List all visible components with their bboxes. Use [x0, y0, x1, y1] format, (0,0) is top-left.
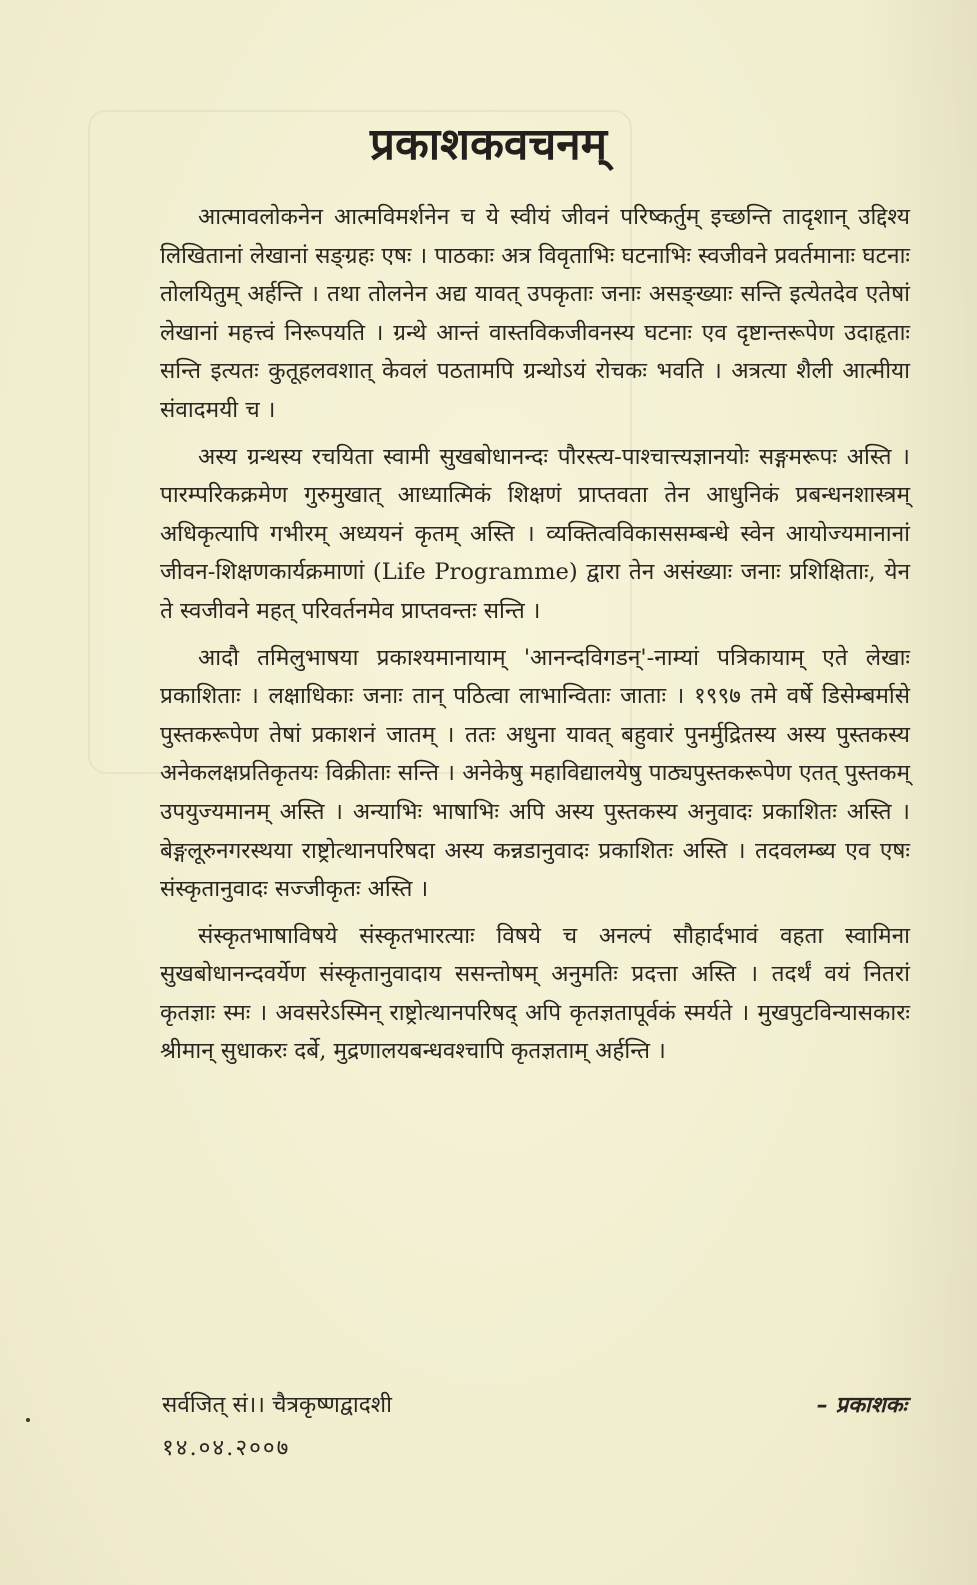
paragraph-3: आदौ तमिलुभाषया प्रकाश्यमानायाम् 'आनन्दविगडन्'-नाम्यां पत्रिकायाम् एते लेखाः प्रकाशिताः । लक्षाधिकाः जनाः तान् पठित्वा लाभान्विताः जाताः । १९९७ तमे वर्षे डिसेम्बर्मासे पुस्तकरूपेण तेषां प्रकाशनं जातम् । ततः अधुना यावत् बहुवारं पुनर्मुद्रितस्य अस्य पुस्तकस्य अनेकलक्षप्रतिकृतयः विक्रीताः सन्ति । अनेकेषु महाविद्यालयेषु पाठ्यपुस्तकरूपेण एतत् पुस्तकम् उपयुज्यमानम् अस्ति । अन्याभिः भाषाभिः अपि अस्य पुस्तकस्य अनुवादः प्रकाशितः अस्ति । बेङ्गलूरुनगरस्थया राष्ट्रोत्थानपरिषदा अस्य कन्नडानुवादः प्रकाशितः अस्ति । तदवलम्ब्य एव एषः संस्कृतानुवादः सज्जीकृतः अस्ति ।: [160, 644, 910, 903]
paragraph-4: संस्कृतभाषाविषये संस्कृतभारत्याः विषये च अनल्पं सौहार्दभावं वहता स्वामिना सुखबोधानन्दवर्येण संस्कृतानुवादाय ससन्तोषम् अनुमतिः प्रदत्ता अस्ति । तदर्थं वयं नितरां कृतज्ञाः स्मः । अवसरेऽस्मिन् राष्ट्रोत्थानपरिषद् अपि कृतज्ञतापूर्वकं स्मर्यते । मुखपुटविन्यासकारः श्रीमान् सुधाकरः दर्बे, मुद्रणालयबन्धवश्चापि कृतज्ञताम् अर्हन्ति ।: [160, 922, 910, 1065]
paragraph-2: अस्य ग्रन्थस्य रचयिता स्वामी सुखबोधानन्दः पौरस्त्य-पाश्चात्त्यज्ञानयोः सङ्गमरूपः अस्ति । पारम्परिकक्रमेण गुरुमुखात् आध्यात्मिकं शिक्षणं प्राप्तवता तेन आधुनिकं प्रबन्धनशास्त्रम् अधिकृत्यापि गभीरम् अध्ययनं कृतम् अस्ति । व्यक्तित्वविकाससम्बन्धे स्वेन आयोज्यमानानां जीवन-शिक्षणकार्यक्रमाणां (Life Programme) द्वारा तेन असंख्याः जनाः प्रशिक्षिताः, येन ते स्वजीवने महत् परिवर्तनमेव प्राप्तवन्तः सन्ति ।: [160, 443, 910, 624]
publication-date: १४.०४.२००७: [162, 1435, 291, 1461]
footer-row: [162, 1385, 907, 1426]
body-text: [160, 198, 910, 1071]
place-date: सर्वजित् सं।। चैत्रकृष्णद्वादशी: [162, 1392, 392, 1418]
paragraph-1: आत्मावलोकनेन आत्मविमर्शनेन च ये स्वीयं जीवनं परिष्कर्तुम् इच्छन्ति तादृशान् उद्दिश्य लिखितानां लेखानां सङ्ग्रहः एषः । पाठकाः अत्र विवृताभिः घटनाभिः स्वजीवने प्रवर्तमानाः घटनाः तोलयितुम् अर्हन्ति । तथा तोलनेन अद्य यावत् उपकृताः जनाः असङ्ख्याः सन्ति इत्येतदेव एतेषां लेखानां महत्त्वं निरूपयति । ग्रन्थे आन्तं वास्तविकजीवनस्य घटनाः एव दृष्टान्तरूपेण उदाहृताः सन्ति इत्यतः कुतूहलवशात् केवलं पठतामपि ग्रन्थोऽयं रोचकः भवति । अत्रत्या शैली आत्मीया संवादमयी च ।: [160, 204, 910, 423]
publisher-signature: – प्रकाशकः: [816, 1393, 907, 1418]
margin-mark: [26, 1418, 30, 1422]
page-footer: [162, 1385, 907, 1468]
page-title: प्रकाशकवचनम्: [369, 119, 608, 170]
